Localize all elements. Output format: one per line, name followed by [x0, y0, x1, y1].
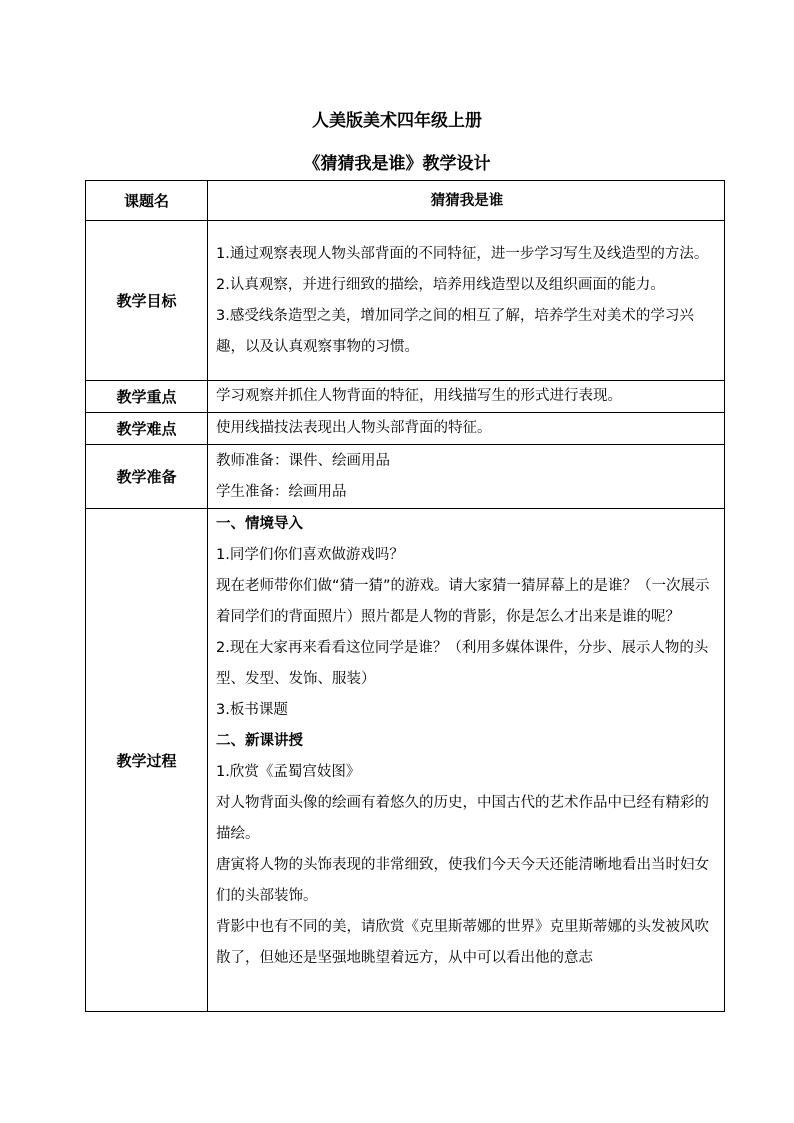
document-subtitle: 《猜猜我是谁》教学设计 — [303, 154, 491, 174]
document-title: 人美版美术四年级上册 — [312, 111, 482, 131]
row-objectives — [86, 221, 725, 381]
label-difficulties: 教学难点 — [86, 413, 208, 445]
process-paragraph: 3.板书课题 — [216, 702, 288, 718]
row-key-points — [86, 381, 725, 413]
value-topic: 猜猜我是谁 — [208, 181, 725, 221]
label-preparation: 教学准备 — [86, 445, 208, 509]
process-paragraph: 唐寅将人物的头饰表现的非常细致，使我们今天今天还能清晰地看出当时妇女们的头部装饰。 — [216, 857, 709, 904]
process-paragraph: 现在老师带你们做“猜一猜”的游戏。请大家猜一猜屏幕上的是谁？（一次展示着同学们的背面照片）照片都是人物的背影，你是怎么才出来是谁的呢？ — [216, 578, 710, 625]
label-topic: 课题名 — [86, 181, 208, 221]
objective-item: 1.通过观察表现人物头部背面的不同特征，进一步学习写生及线造型的方法。 — [216, 245, 709, 262]
process-paragraph: 1.同学们你们喜欢做游戏吗？ — [216, 547, 404, 563]
value-key-points: 学习观察并抓住人物背面的特征，用线描写生的形式进行表现。 — [208, 381, 725, 413]
value-preparation — [208, 445, 725, 509]
process-paragraph: 1.欣赏《孟蜀宫妓图》 — [216, 764, 361, 780]
process-paragraph: 2.现在大家再来看看这位同学是谁？（利用多媒体课件，分步、展示人物的头型、发型、发饰、服装） — [216, 640, 709, 687]
value-difficulties: 使用线描技法表现出人物头部背面的特征。 — [208, 413, 725, 445]
section-heading: 一、情境导入 — [216, 516, 303, 532]
lesson-plan-table — [85, 180, 725, 1012]
label-process: 教学过程 — [86, 509, 208, 1012]
preparation-item: 学生准备：绘画用品 — [216, 483, 347, 500]
row-topic — [86, 181, 725, 221]
objective-item: 2.认真观察，并进行细致的描绘，培养用线造型以及组织画面的能力。 — [216, 276, 665, 293]
process-paragraph: 对人物背面头像的绘画有着悠久的历史，中国古代的艺术作品中已经有精彩的描绘。 — [216, 795, 709, 842]
value-process — [208, 509, 725, 1012]
row-difficulties — [86, 413, 725, 445]
section-heading: 二、新课讲授 — [216, 733, 303, 749]
objective-item: 3.感受线条造型之美，增加同学之间的相互了解，培养学生对美术的学习兴趣，以及认真观察事物的习惯。 — [216, 307, 694, 355]
label-key-points: 教学重点 — [86, 381, 208, 413]
row-process — [86, 509, 725, 1012]
label-objectives: 教学目标 — [86, 221, 208, 381]
value-objectives — [208, 221, 725, 381]
process-paragraph: 背影中也有不同的美，请欣赏《克里斯蒂娜的世界》克里斯蒂娜的头发被风吹散了，但她还是坚强地眺望着远方，从中可以看出他的意志 — [216, 919, 709, 966]
preparation-item: 教师准备：课件、绘画用品 — [216, 452, 390, 469]
row-preparation — [86, 445, 725, 509]
